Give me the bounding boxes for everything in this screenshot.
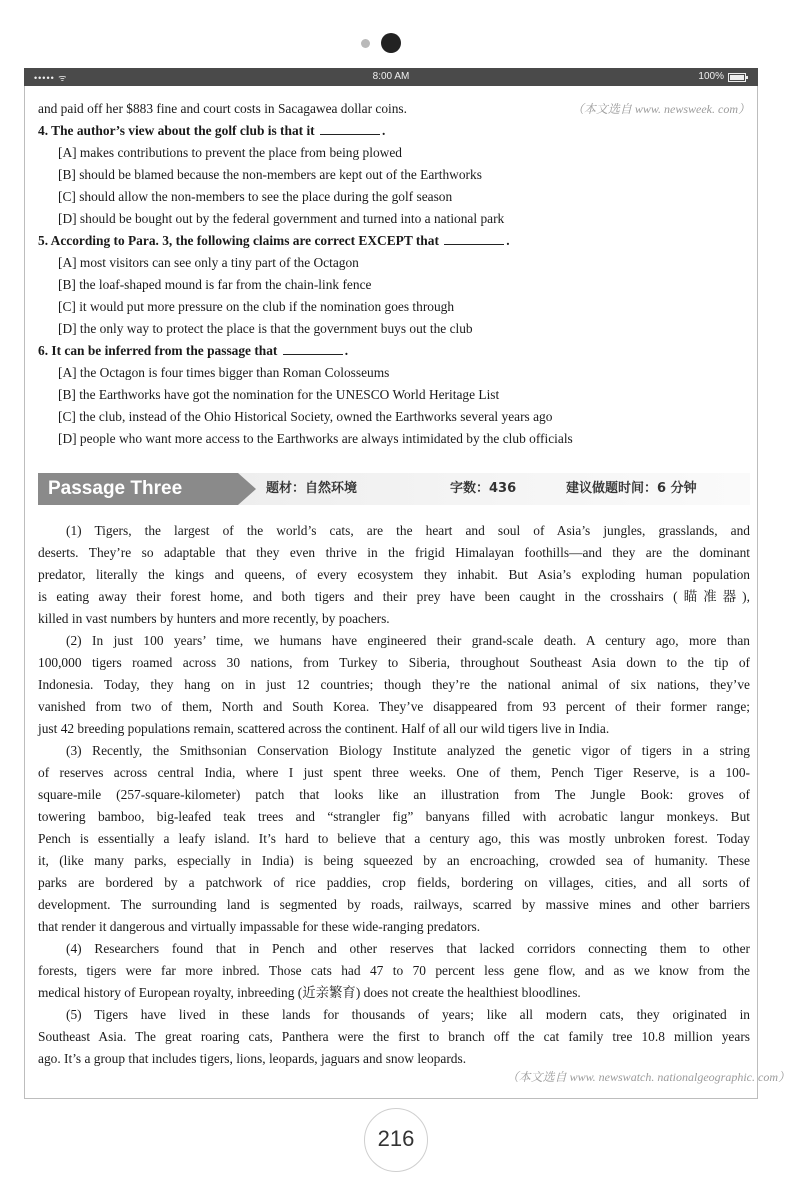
answer-option[interactable]: [A] most visitors can see only a tiny part of the Octagon: [58, 255, 359, 270]
passage-line: that render it dangerous and virtually impassable for these wide-ranging predators.: [38, 919, 481, 934]
top-line-text: and paid off her $883 fine and court costs in Sacagawea dollar coins.: [38, 101, 407, 116]
questions-section: [38, 98, 750, 450]
passage-line: Pench is essentially a leafy island. It’s hard to believe that a century ago, this was mostly unbroken forest. Today: [38, 831, 750, 846]
passage-source: （本文选自 www. newswatch. nationalgeographic. com）: [506, 1070, 790, 1084]
answer-option[interactable]: [A] the Octagon is four times bigger than Roman Colosseums: [58, 365, 390, 380]
question-stem: [38, 340, 750, 362]
passage-line: is eating away their forest home, and both tigers and their prey have been caught in the crosshairs (瞄准器),: [38, 589, 750, 604]
answer-option[interactable]: [B] the loaf-shaped mound is far from the chain-link fence: [58, 277, 372, 292]
status-time: 8:00 AM: [372, 71, 410, 82]
answer-option[interactable]: [C] the club, instead of the Ohio Historical Society, owned the Earthworks several years ago: [58, 409, 553, 424]
camera-dot-small: [361, 39, 370, 48]
passage-word-count: 字数：436: [450, 481, 517, 496]
passage-line: deserts. They’re so adaptable that they even thrive in the frigid Himalayan foothills—and they are the dominant: [38, 545, 750, 560]
top-line-source: （本文选自 www. newsweek. com）: [571, 102, 750, 116]
passage-line: (4) Researchers found that in Pench and other reserves that lacked corridors connecting them to other: [66, 941, 750, 956]
answer-option[interactable]: [D] the only way to protect the place is that the government buys out the club: [58, 321, 473, 336]
passage-line: ago. It’s a group that includes tigers, lions, leopards, jaguars and snow leopards.: [38, 1051, 467, 1066]
answer-option[interactable]: [D] should be bought out by the federal government and turned into a national park: [58, 211, 505, 226]
passage-line: Indonesia. Today, they hang on in just 12 countries; though they’re the national animal of six nations, they’ve: [38, 677, 750, 692]
page-number-badge: [364, 1108, 428, 1172]
banner-arrow-icon: [238, 473, 256, 505]
passage-line: (1) Tigers, the largest of the world’s cats, are the heart and soul of Asia’s jungles, grasslands, and: [66, 523, 750, 538]
status-bar: [24, 68, 758, 86]
passage-line: of reserves across central India, where I just spent three weeks. One of them, Pench Tiger Reserve, is a 100-: [38, 765, 750, 780]
passage-line: 100,000 tigers roamed across 30 nations, from Turkey to Siberia, throughout Southeast Asia down to the tip of: [38, 655, 750, 670]
battery-icon: [728, 73, 746, 82]
question-text: 6. It can be inferred from the passage that: [38, 343, 278, 358]
passage-suggested-time: 建议做题时间：6 分钟: [566, 481, 697, 496]
question-end: .: [506, 233, 510, 248]
question-end: .: [344, 343, 349, 358]
question-text: 5. According to Para. 3, the following claims are correct EXCEPT that: [38, 233, 439, 248]
passage-line: killed in vast numbers by hunters and more recently, by poachers.: [38, 611, 390, 626]
passage-line: (5) Tigers have lived in these lands for thousands of years; like all modern cats, they originated in: [66, 1007, 750, 1022]
passage-line: parks are bordered by a patchwork of rice paddies, crop fields, bordering on villages, cities, and all sorts of: [38, 875, 750, 890]
answer-option[interactable]: [D] people who want more access to the Earthworks are always intimidated by the club officials: [58, 431, 573, 446]
passage-line: (2) In just 100 years’ time, we humans have engineered their grand-scale death. A century ago, more than: [66, 633, 750, 648]
battery-percent: 100%: [698, 71, 724, 82]
answer-blank: [320, 122, 380, 135]
passage-banner: [38, 473, 750, 505]
top-line: [38, 98, 750, 120]
answer-option[interactable]: [C] should allow the non-members to see the place during the golf season: [58, 189, 453, 204]
answer-option[interactable]: [B] the Earthworks have got the nomination for the UNESCO World Heritage List: [58, 387, 500, 402]
question-stem: [38, 120, 750, 142]
passage-line: Southeast Asia. The great roaring cats, Panthera were the first to branch off the cat family tree 10.8 million years: [38, 1029, 750, 1044]
passage-line: towering bamboo, big-leafed teak trees and “strangler fig” banyans filled with acrobatic langur monkeys. But: [38, 809, 750, 824]
answer-option[interactable]: [C] it would put more pressure on the club if the nomination goes through: [58, 299, 455, 314]
passage-title: Passage Three: [38, 473, 238, 505]
battery-fill: [730, 75, 744, 80]
question-stem: [38, 230, 750, 252]
answer-blank: [444, 232, 504, 245]
passage-line: development. The surrounding land is segmented by roads, railways, scarred by massive mines and other barriers: [38, 897, 750, 912]
answer-blank: [283, 342, 343, 355]
passage-line: forests, tigers were far more inbred. Those cats had 47 to 70 percent less gene flow, and as we know from the: [38, 963, 750, 978]
passage-line: (3) Recently, the Smithsonian Conservation Biology Institute analyzed the genetic vigor of tigers in a string: [66, 743, 750, 758]
passage-line: it, (like many parks, especially in India) is being squeezed by an encroaching, crowded sea of humanity. These: [38, 853, 750, 868]
passage-line: medical history of European royalty, inbreeding (近亲繁育) does not create the healthiest bloodlines.: [38, 985, 581, 1000]
passage-line: square-mile (257-square-kilometer) patch that looks like an illustration from The Jungle Book: groves of: [38, 787, 750, 802]
question-list: [38, 120, 750, 450]
question-end: .: [382, 123, 386, 138]
passage-topic: 题材：自然环境: [266, 481, 358, 496]
camera-dot: [381, 33, 401, 53]
answer-option[interactable]: [A] makes contributions to prevent the place from being plowed: [58, 145, 402, 160]
passage-line: just 42 breeding populations remain, scattered across the continent. Half of all our wild tigers live in India.: [38, 721, 610, 736]
signal-icon: ••••• ᯤ: [34, 73, 68, 83]
passage-body: [38, 520, 750, 1070]
passage-line: predator, literally the kings and queens, of every ecosystem they inhabit. But Asia’s exploding human population: [38, 567, 750, 582]
answer-option[interactable]: [B] should be blamed because the non-members are kept out of the Earthworks: [58, 167, 482, 182]
passage-line: vanished from two of them, North and South Korea. They’ve disappeared from 93 percent of their former range;: [38, 699, 750, 714]
page-number: 216: [377, 1126, 415, 1151]
question-text: 4. The author’s view about the golf club is that it: [38, 123, 315, 138]
